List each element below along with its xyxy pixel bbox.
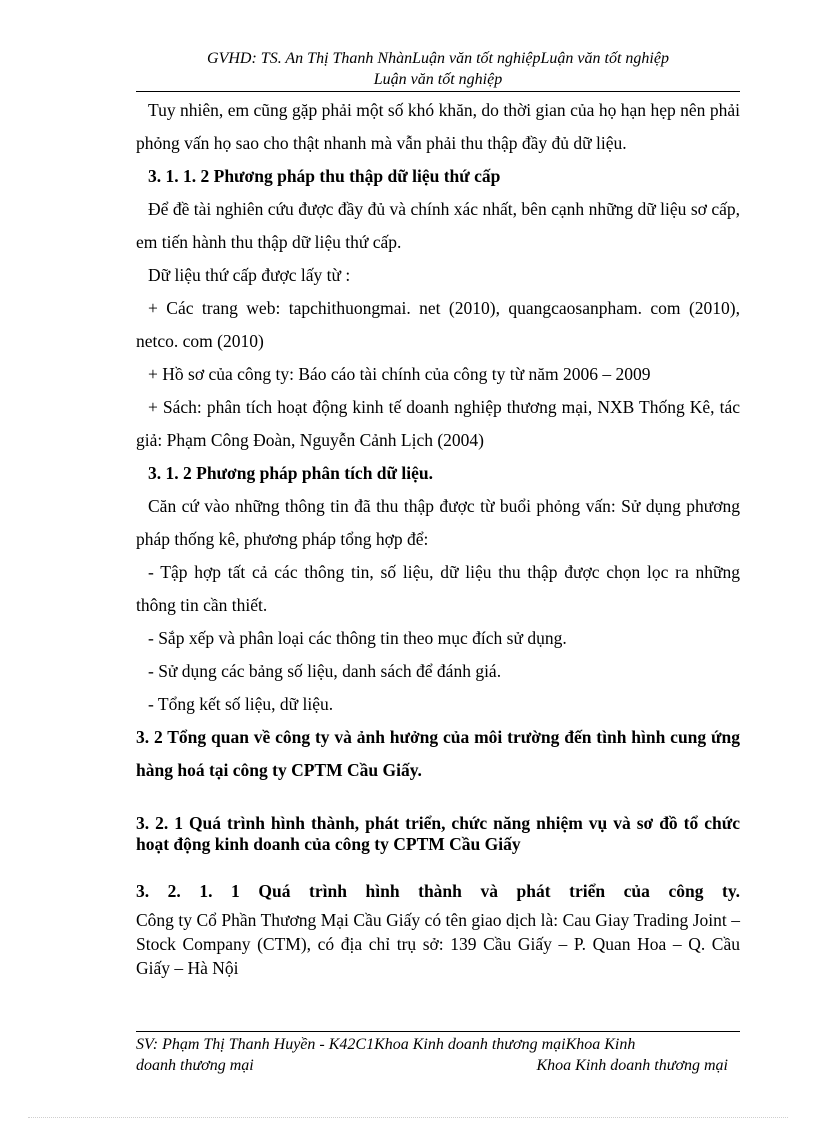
document-body <box>136 94 740 980</box>
footer-line-2 <box>136 1055 740 1076</box>
page-header <box>136 48 740 90</box>
page-footer <box>136 1034 740 1076</box>
list-item-tables: - Sử dụng các bảng số liệu, danh sách để đánh giá. <box>148 661 502 681</box>
footer-divider <box>136 1031 740 1032</box>
paragraph-secondary-source: Dữ liệu thứ cấp được lấy từ : <box>148 265 351 285</box>
footer-line-1: SV: Phạm Thị Thanh Huyền - K42C1Khoa Kinh doanh thương mạiKhoa Kinh <box>136 1036 636 1053</box>
heading-3112: 3. 1. 1. 2 Phương pháp thu thập dữ liệu thứ cấp <box>148 166 501 186</box>
paragraph-company-info: Công ty Cổ Phần Thương Mại Cầu Giấy có tên giao dịch là: Cau Giay Trading Joint – Stock Company (CTM), có địa chỉ trụ sở: 139 Cầu Giấy – P. Quan Hoa – Q. Cầu Giấy – Hà Nội <box>136 910 740 978</box>
header-line-1: GVHD: TS. An Thị Thanh NhànLuận văn tốt nghiệpLuận văn tốt nghiệp <box>207 50 669 67</box>
list-item-company-records: + Hồ sơ của công ty: Báo cáo tài chính của công ty từ năm 2006 – 2009 <box>148 364 651 384</box>
header-divider <box>136 91 740 92</box>
heading-3211: 3. 2. 1. 1 Quá trình hình thành và phát triển của công ty. <box>136 881 740 901</box>
list-item-books: + Sách: phân tích hoạt động kinh tế doanh nghiệp thương mại, NXB Thống Kê, tác giả: Phạm Công Đoàn, Nguyễn Cảnh Lịch (2004) <box>136 397 740 450</box>
paragraph-analysis-method: Căn cứ vào những thông tin đã thu thập được từ buổi phỏng vấn: Sử dụng phương pháp thống kê, phương pháp tổng hợp để: <box>136 496 740 549</box>
heading-32: 3. 2 Tổng quan về công ty và ảnh hưởng của môi trường đến tình hình cung ứng hàng hoá tại công ty CPTM Cầu Giấy. <box>136 727 740 780</box>
footer-right-text: Khoa Kinh doanh thương mại <box>536 1057 728 1074</box>
header-line-2: Luận văn tốt nghiệp <box>373 71 503 88</box>
list-item-sort: - Sắp xếp và phân loại các thông tin theo mục đích sử dụng. <box>148 628 567 648</box>
footer-left-text: doanh thương mại <box>136 1057 254 1074</box>
page-bottom-edge <box>28 1117 788 1118</box>
list-item-collect: - Tập hợp tất cả các thông tin, số liệu, dữ liệu thu thập được chọn lọc ra những thông tin cần thiết. <box>136 562 740 615</box>
paragraph-difficulties: Tuy nhiên, em cũng gặp phải một số khó khăn, do thời gian của họ hạn hẹp nên phải phỏng vấn họ sao cho thật nhanh mà vẫn phải thu thập đầy đủ dữ liệu. <box>136 100 740 153</box>
heading-312: 3. 1. 2 Phương pháp phân tích dữ liệu. <box>148 463 434 483</box>
paragraph-secondary-intro: Để đề tài nghiên cứu được đầy đủ và chính xác nhất, bên cạnh những dữ liệu sơ cấp, em tiến hành thu thập dữ liệu thứ cấp. <box>136 199 740 252</box>
heading-321: 3. 2. 1 Quá trình hình thành, phát triển, chức năng nhiệm vụ và sơ đồ tổ chức hoạt động kinh doanh của công ty CPTM Cầu Giấy <box>136 813 740 854</box>
list-item-summary: - Tổng kết số liệu, dữ liệu. <box>148 694 334 714</box>
list-item-websites: + Các trang web: tapchithuongmai. net (2010), quangcaosanpham. com (2010), netco. com (2010) <box>136 298 740 351</box>
